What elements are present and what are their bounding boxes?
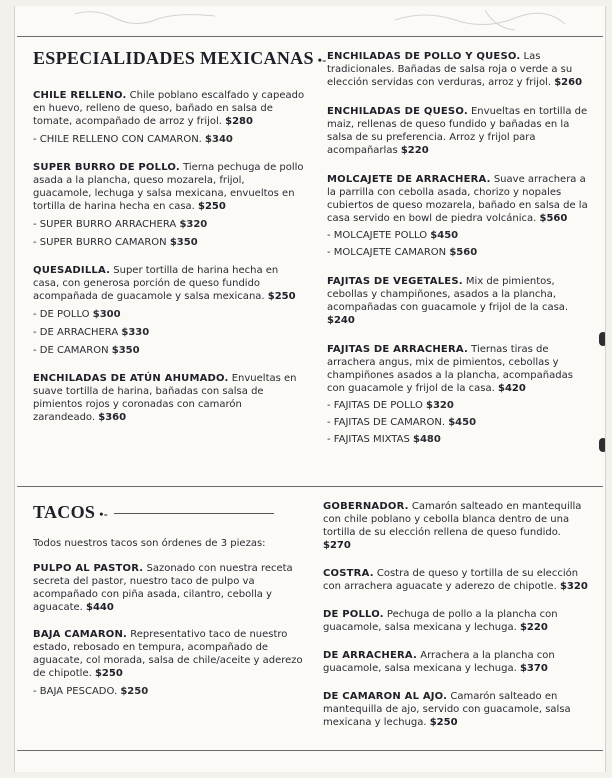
menu-item-description: Pechuga de pollo a la plancha con guacamole, salsa mexicana y lechuga. (323, 609, 558, 633)
menu-item-price: $280 (225, 116, 253, 127)
menu-item (327, 173, 589, 225)
menu-item-name: SUPER BURRO DE POLLO. (33, 162, 180, 173)
menu-item-name: DE POLLO. (323, 609, 384, 620)
menu-item-name: QUESADILLA. (33, 265, 111, 276)
menu-item-price: $250 (94, 668, 123, 679)
tacos-intro: Todos nuestros tacos son órdenes de 3 piezas: (33, 538, 266, 549)
menu-item-name: COSTRA. (323, 568, 374, 579)
tacos-left-column (33, 502, 305, 712)
menu-item-description: Mix de pimientos, cebollas y champiñones, asados a la plancha, acompañadas con guacamole y frijol de la casa. (327, 276, 569, 313)
variant-price: $350 (169, 237, 198, 248)
menu-item-name: CHILE RELLENO. (33, 90, 127, 101)
variant-price: $320 (179, 219, 208, 230)
menu-item (33, 161, 305, 213)
menu-item-variant (327, 229, 589, 242)
especialidades-right-column (327, 50, 589, 462)
menu-item-name: PULPO AL PASTOR. (33, 563, 144, 574)
menu-item-name: ENCHILADAS DE ATÚN AHUMADO. (33, 373, 229, 384)
variant-price: $560 (449, 247, 478, 258)
menu-item (323, 500, 591, 552)
menu-item (327, 275, 589, 327)
menu-item (33, 372, 305, 424)
menu-item-description: Camarón salteado en mantequilla con chile poblano y cebolla blanca dentro de una tortilla de su elección rellena de queso fundido. (323, 501, 582, 538)
menu-item-price: $440 (86, 602, 114, 613)
variant-label: - SUPER BURRO CAMARON (33, 237, 170, 248)
menu-item-price: $250 (198, 201, 226, 212)
variant-price: $330 (121, 327, 150, 338)
variant-label: - FAJITAS MIXTAS (327, 434, 414, 445)
menu-item-price: $260 (554, 77, 583, 88)
section-divider (17, 486, 603, 487)
top-rule (17, 36, 603, 37)
variant-price: $480 (413, 434, 441, 445)
menu-item-name: DE ARRACHERA. (323, 650, 418, 661)
menu-item-price: $370 (519, 663, 548, 674)
menu-item-variant (33, 308, 305, 321)
variant-label: - BAJA PESCADO. (33, 686, 121, 697)
decorative-sketch (15, 6, 605, 46)
menu-item (323, 649, 591, 675)
variant-label: - MOLCAJETE POLLO (327, 230, 431, 241)
binder-hole (599, 332, 606, 346)
variant-label: - DE CAMARON (33, 345, 112, 356)
menu-item-variant (327, 399, 589, 412)
menu-item-name: FAJITAS DE VEGETALES. (327, 276, 463, 287)
menu-item (327, 50, 589, 89)
menu-item-description: Super tortilla de harina hecha en casa, con generosa porción de queso fundido acompañada de guacamole y salsa mexicana. (33, 265, 279, 302)
menu-item (33, 562, 305, 614)
section-title-tacos: TACOS •- (33, 502, 305, 523)
menu-item-description: Chile poblano escalfado y capeado en huevo, relleno de queso, bañado en salsa de tomate, acompañado de arroz y frijol. (33, 90, 305, 127)
variant-label: - DE POLLO (33, 309, 93, 320)
menu-item-description: Tierna pechuga de pollo asada a la plancha, queso mozarela, frijol, guacamole, lechuga y salsa mexicana, envueltos en tortilla de harina hecha en casa. (33, 162, 304, 212)
menu-item (323, 690, 591, 729)
menu-item-variant (327, 416, 589, 429)
menu-item-name: ENCHILADAS DE POLLO Y QUESO. (327, 51, 521, 62)
variant-label: - FAJITAS DE POLLO (327, 400, 426, 411)
menu-item (33, 264, 305, 303)
menu-item-description: Las tradicionales. Bañadas de salsa roja o verde a su elección servidas con verduras, arroz y frijol. (327, 51, 573, 88)
variant-price: $450 (430, 230, 459, 241)
variant-label: - DE ARRACHERA (33, 327, 122, 338)
menu-item-description: Envueltas en suave tortilla de harina, bañadas con salsa de pimientos rojos y coronadas con camarón zarandeado. (33, 373, 297, 423)
menu-item-variant (33, 685, 305, 698)
binder-hole (599, 438, 606, 452)
menu-item (33, 89, 305, 128)
menu-item-price: $320 (559, 581, 588, 592)
menu-item-price: $250 (267, 291, 296, 302)
menu-item-price: $250 (429, 717, 458, 728)
menu-item-description: Tiernas tiras de arrachera angus, mix de pimientos, cebollas y champiñones asados a la plancha, acompañadas con guacamole y frijol de la casa. (327, 344, 573, 394)
menu-item-price: $240 (327, 315, 355, 326)
variant-price: $300 (92, 309, 121, 320)
menu-item-description: Suave arrachera a la parrilla con cebolla asada, chorizo y nopales cubiertos de queso mozarela, bañado en salsa de la casa servido en bowl de piedra volcánica. (327, 174, 588, 224)
menu-item (327, 105, 589, 157)
menu-item-description: Representativo taco de nuestro estado, rebosado en tempura, acompañado de aguacate, col morada, salsa de chile/aceite y aderezo de chipotle. (33, 629, 303, 679)
menu-item-description: Arrachera a la plancha con guacamole, salsa mexicana y lechuga. (323, 650, 555, 674)
variant-price: $340 (205, 134, 233, 145)
menu-item-variant (33, 236, 305, 249)
menu-item-description: Sazonado con nuestra receta secreta del pastor, nuestro taco de pulpo va acompañado con piña asada, cilantro, cebolla y aguacate. (33, 563, 293, 613)
menu-item-name: DE CAMARON AL AJO. (323, 691, 448, 702)
menu-item-variant (327, 433, 589, 446)
menu-item-description: Envueltas en tortilla de maiz, rellenas de queso fundido y bañadas en la salsa de su preferencia. Arroz y frijol para acompañarlas (327, 106, 588, 156)
variant-label: - CHILE RELLENO CON CAMARON. (33, 134, 206, 145)
menu-item-price: $560 (539, 213, 568, 224)
menu-item-name: FAJITAS DE ARRACHERA. (327, 344, 468, 355)
variant-label: - MOLCAJETE CAMARON (327, 247, 450, 258)
variant-price: $250 (120, 686, 149, 697)
menu-item-price: $270 (323, 540, 351, 551)
menu-item-variant (33, 344, 305, 357)
variant-price: $350 (111, 345, 140, 356)
variant-price: $320 (426, 400, 454, 411)
menu-item-price: $360 (98, 412, 127, 423)
menu-item-price: $420 (498, 383, 526, 394)
menu-item (33, 628, 305, 680)
menu-item-name: ENCHILADAS DE QUESO. (327, 106, 468, 117)
menu-item (323, 567, 591, 593)
menu-item-variant (327, 246, 589, 259)
section-title-especialidades: ESPECIALIDADES MEXICANAS •- (33, 48, 327, 68)
menu-item-price: $220 (519, 622, 548, 633)
menu-item-description: Costra de queso y tortilla de su elección con arrachera aguacate y aderezo de chipotle. (323, 568, 579, 592)
menu-page (14, 6, 606, 772)
menu-item-name: BAJA CAMARON. (33, 629, 128, 640)
especialidades-left-column (33, 48, 327, 439)
variant-label: - FAJITAS DE CAMARON. (327, 417, 449, 428)
variant-label: - SUPER BURRO ARRACHERA (33, 219, 180, 230)
menu-item (327, 343, 589, 395)
menu-item-variant (33, 133, 305, 146)
menu-item-description: Camarón salteado en mantequilla de ajo, servido con guacamole, salsa mexicana y lechuga. (323, 691, 571, 728)
bottom-rule (17, 750, 603, 751)
menu-item-price: $220 (400, 145, 429, 156)
menu-item-variant (33, 326, 305, 339)
tacos-right-column (323, 500, 591, 744)
menu-item (323, 608, 591, 634)
menu-item-variant (33, 218, 305, 231)
menu-item-name: GOBERNADOR. (323, 501, 409, 512)
menu-item-name: MOLCAJETE DE ARRACHERA. (327, 174, 491, 185)
variant-price: $450 (448, 417, 477, 428)
